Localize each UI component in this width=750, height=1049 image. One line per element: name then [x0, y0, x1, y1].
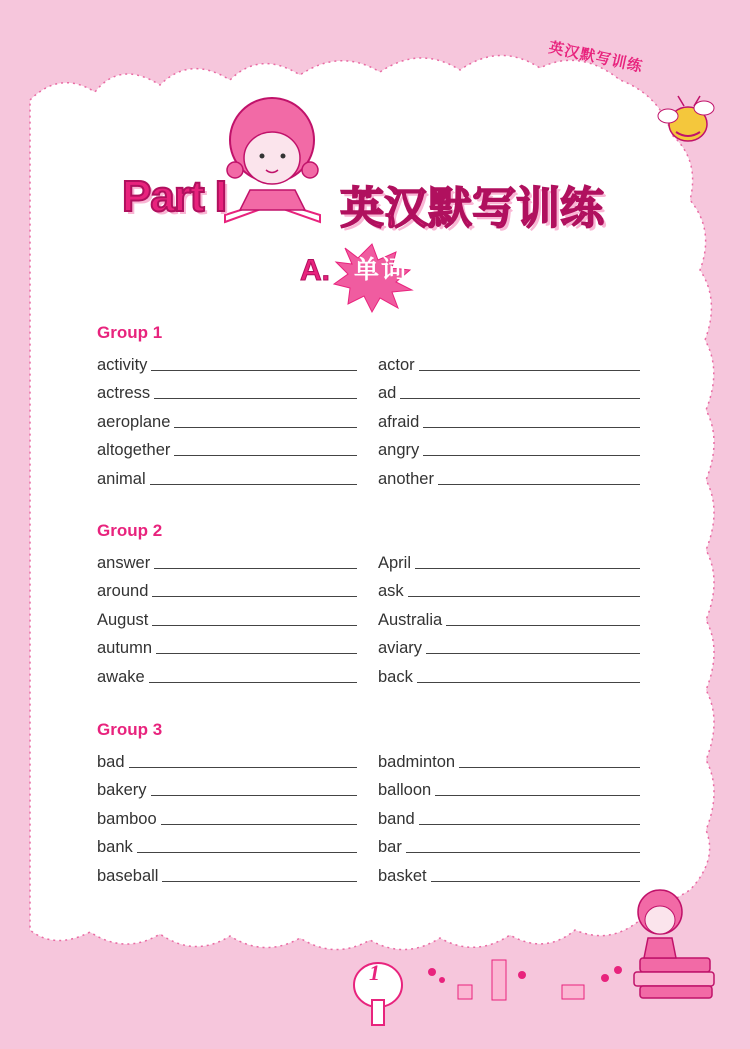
word-label: baseball: [97, 866, 159, 885]
answer-blank[interactable]: [419, 824, 640, 825]
word-label: altogether: [97, 441, 171, 459]
word-label: ask: [378, 582, 404, 600]
answer-blank[interactable]: [400, 398, 640, 399]
bottom-decoration: [428, 960, 622, 1000]
section-name: 单词: [354, 255, 409, 284]
word-label: balloon: [378, 781, 432, 799]
word-label: aeroplane: [97, 412, 171, 431]
header-tag: 英汉默写训练: [547, 38, 645, 76]
answer-blank[interactable]: [438, 484, 640, 485]
word-group-3: [97, 717, 642, 886]
word-row: [97, 573, 642, 602]
word-label: band: [378, 809, 415, 828]
word-label: Australia: [378, 610, 443, 629]
word-label: activity: [97, 355, 148, 374]
word-label: back: [378, 667, 413, 686]
section-letter: A.: [300, 254, 330, 287]
answer-blank[interactable]: [431, 881, 640, 882]
word-label: bank: [97, 838, 133, 856]
word-row: [97, 630, 642, 659]
answer-blank[interactable]: [446, 625, 640, 626]
answer-blank[interactable]: [406, 852, 640, 853]
word-label: April: [378, 553, 412, 572]
answer-blank[interactable]: [174, 427, 357, 428]
word-label: afraid: [378, 412, 420, 431]
word-group-2: [97, 518, 642, 687]
answer-blank[interactable]: [151, 795, 357, 796]
word-label: around: [97, 582, 149, 600]
word-label: awake: [97, 667, 145, 686]
answer-blank[interactable]: [162, 881, 357, 882]
word-row: [97, 800, 642, 829]
answer-blank[interactable]: [423, 455, 640, 456]
word-row: [97, 829, 642, 858]
word-label: angry: [378, 441, 420, 459]
word-label: another: [378, 469, 434, 488]
word-row: [97, 601, 642, 630]
word-label: bar: [378, 838, 402, 856]
answer-blank[interactable]: [174, 455, 357, 456]
answer-blank[interactable]: [137, 852, 357, 853]
answer-blank[interactable]: [435, 795, 640, 796]
word-label: August: [97, 610, 149, 629]
word-row: [97, 544, 642, 573]
word-label: basket: [378, 866, 427, 885]
group-title: Group 2: [97, 521, 163, 540]
answer-blank[interactable]: [423, 427, 640, 428]
word-row: [97, 346, 642, 375]
word-label: bamboo: [97, 809, 157, 828]
word-label: bakery: [97, 781, 147, 799]
girl-on-books-illustration: [634, 890, 714, 998]
part-label: Part I: [122, 172, 227, 221]
answer-blank[interactable]: [459, 767, 640, 768]
page-number: 1: [369, 960, 380, 985]
answer-blank[interactable]: [154, 568, 357, 569]
word-label: aviary: [378, 639, 423, 657]
word-label: bad: [97, 752, 125, 771]
word-label: actress: [97, 384, 151, 402]
word-label: answer: [97, 553, 151, 572]
word-label: autumn: [97, 639, 153, 657]
word-row: [97, 743, 642, 772]
word-row: [97, 460, 642, 489]
word-row: [97, 375, 642, 404]
word-label: actor: [378, 355, 415, 374]
word-row: [97, 772, 642, 801]
part-title: 英汉默写训练: [340, 183, 604, 234]
answer-blank[interactable]: [408, 596, 640, 597]
answer-blank[interactable]: [154, 398, 357, 399]
answer-blank[interactable]: [151, 370, 357, 371]
answer-blank[interactable]: [419, 370, 640, 371]
answer-blank[interactable]: [417, 682, 640, 683]
answer-blank[interactable]: [152, 625, 357, 626]
answer-blank[interactable]: [150, 484, 357, 485]
word-row: [97, 432, 642, 461]
word-label: ad: [378, 384, 397, 402]
group-title: Group 3: [97, 720, 163, 739]
answer-blank[interactable]: [129, 767, 357, 768]
answer-blank[interactable]: [161, 824, 357, 825]
answer-blank[interactable]: [415, 568, 640, 569]
answer-blank[interactable]: [152, 596, 357, 597]
group-title: Group 1: [97, 323, 163, 342]
word-label: animal: [97, 469, 146, 488]
word-row: [97, 403, 642, 432]
answer-blank[interactable]: [426, 653, 640, 654]
word-label: badminton: [378, 752, 456, 771]
answer-blank[interactable]: [149, 682, 357, 683]
answer-blank[interactable]: [156, 653, 357, 654]
word-group-1: [97, 320, 642, 489]
word-row: [97, 658, 642, 687]
word-row: [97, 857, 642, 886]
